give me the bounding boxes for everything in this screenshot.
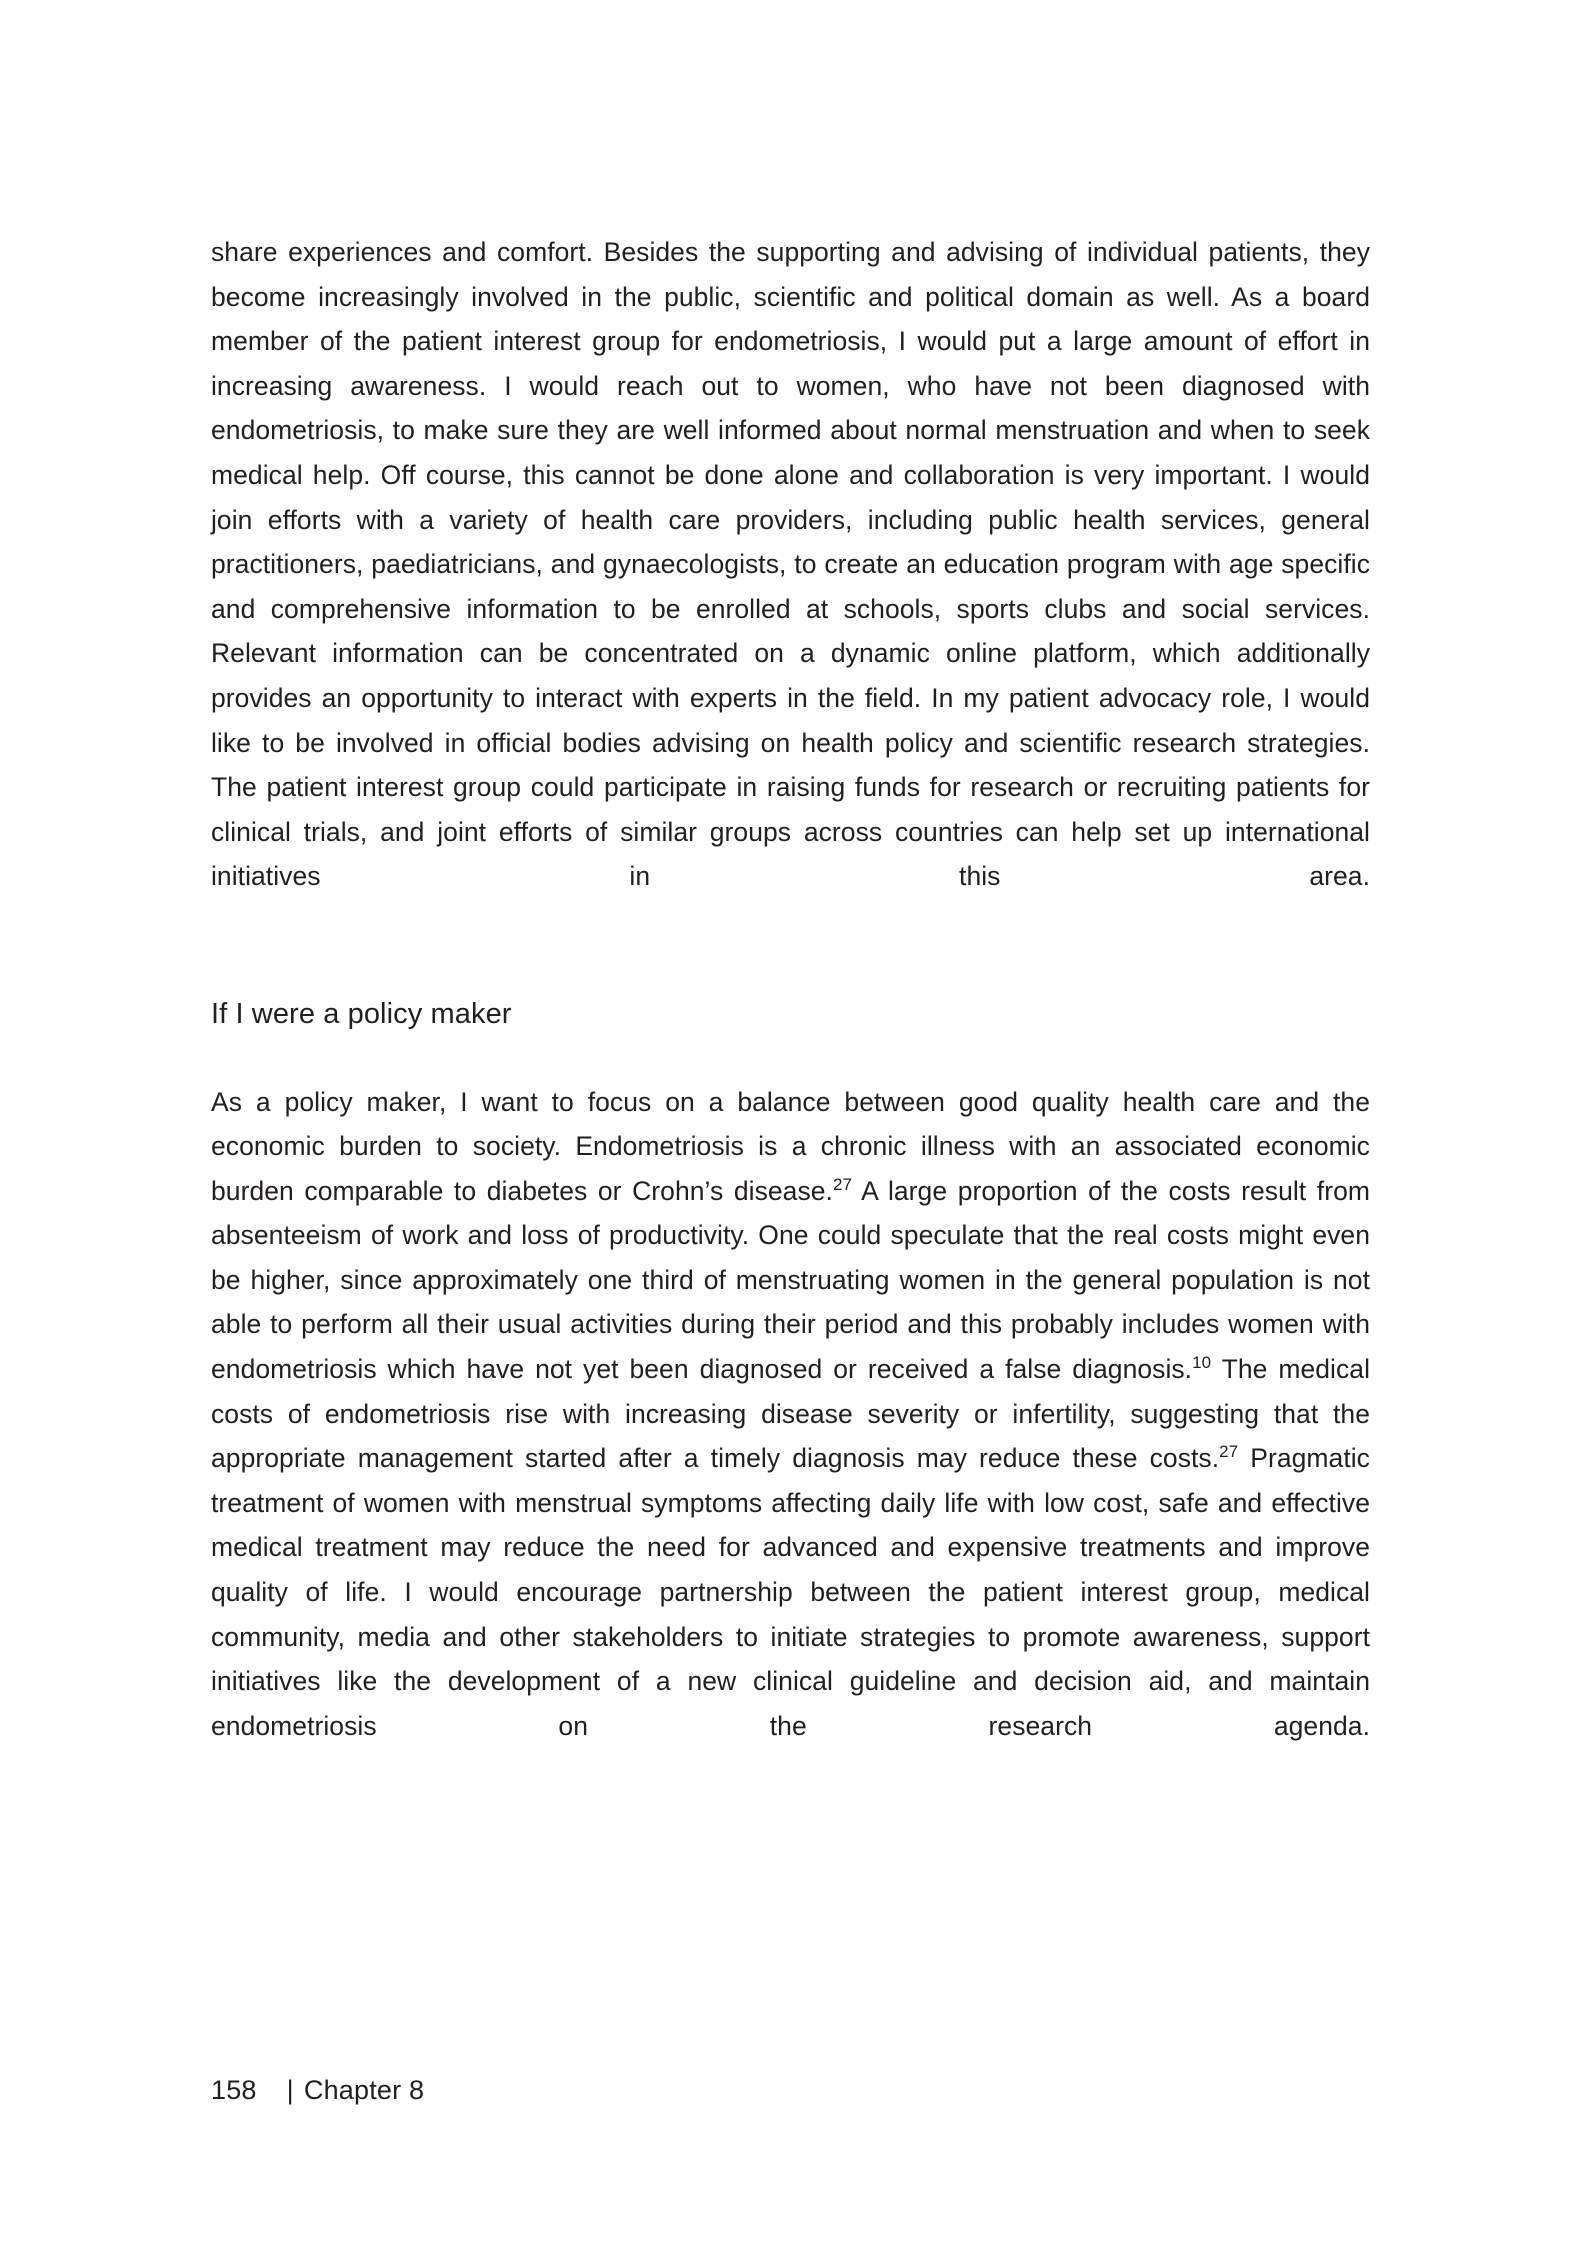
paragraph-continuation: share experiences and comfort. Besides the supporting and advising of individual patients, they become increasingly involved in the public, scientific and political domain as well. As a board member of the patient interest group for endometriosis, I would put a large amount of effort in increasing awareness. I would reach out to women, who have not been diagnosed with endometriosis, to make sure they are well informed about normal menstruation and when to seek medical help. Off course, this cannot be done alone and collaboration is very important. I would join efforts with a variety of health care providers, including public health services, general practitioners, paediatricians, and gynaecologists, to create an education program with age specific and comprehensive information to be enrolled at schools, sports clubs and social services. Relevant information can be concentrated on a dynamic online platform, which additionally provides an opportunity to interact with experts in the field. In my patient advocacy role, I would like to be involved in official bodies advising on health policy and scientific research strategies. The patient interest group could participate in raising funds for research or recruiting patients for clinical trials, and joint efforts of similar groups across countries can help set up international initiatives in this area. [211,237,1370,892]
footer-divider: | [286,2075,294,2105]
chapter-label: Chapter 8 [303,2075,425,2105]
heading-spacer [211,1034,1370,1080]
reference-marker-10: 10 [1192,1353,1212,1373]
reference-marker-27b: 27 [1219,1442,1239,1462]
section-heading-policy-maker: If I were a policy maker [211,997,512,1030]
paragraph-text-part-2: A large proportion of the costs result from absenteeism of work and loss of productivity. One could speculate that the real costs might even be higher, since approximately one third of menstruating women in the general population is not able to perform all their usual activities during their period and this probably includes women with endometriosis which have not yet been diagnosed or received a false diagnosis. [211,1175,1370,1385]
paragraph-spacer [211,944,1370,994]
page-footer [211,2075,1370,2106]
page-number: 158 [211,2075,257,2105]
paragraph-policy-maker [211,1080,1370,1794]
paragraph-text-part-4: Pragmatic treatment of women with menstrual symptoms affecting daily life with low cost, safe and effective medical treatment may reduce the need for advanced and expensive treatments and improve quality of life. I would encourage partnership between the patient interest group, medical community, media and other stakeholders to initiate strategies to promote awareness, support initiatives like the development of a new clinical guideline and decision aid, and maintain endometriosis on the research agenda. [211,1443,1370,1741]
paragraph-text-part-1: As a policy maker, I want to focus on a balance between good quality health care and the economic burden to society. Endometriosis is a chronic illness with an associated economic burden comparable to diabetes or Crohn’s disease. [211,1086,1370,1206]
paragraph-text-part-3: The medical costs of endometriosis rise with increasing disease severity or infertility, suggesting that the appropriate management started after a timely diagnosis may reduce these costs. [211,1354,1371,1474]
reference-marker-27a: 27 [832,1174,852,1194]
page-content [211,230,1370,1793]
